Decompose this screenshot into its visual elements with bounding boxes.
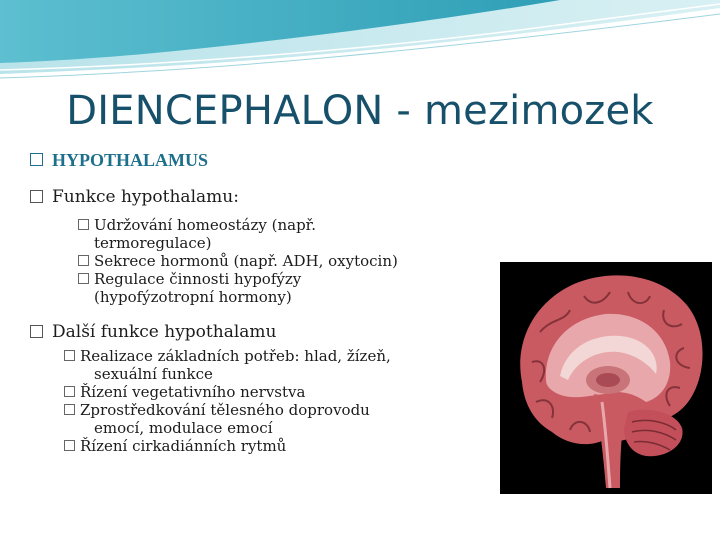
bullet-funkce-hypothalamu: [30, 187, 480, 208]
bullet-box-icon: [64, 404, 75, 415]
sub-bullet: [30, 401, 480, 437]
sub-bullet-line: (hypofýzotropní hormony): [94, 288, 292, 306]
bullet-box-icon: [64, 350, 75, 361]
bullet-box-icon: [64, 440, 75, 451]
bullet-box-icon: [78, 219, 89, 230]
header-wave-decoration: [0, 0, 720, 90]
bullet-box-icon: [78, 273, 89, 284]
bullet-box-icon: [78, 255, 89, 266]
sub-bullet-line: emocí, modulace emocí: [94, 419, 273, 437]
bullet-dalsi-funkce: [30, 322, 480, 343]
sub-bullet: [30, 437, 480, 455]
sub-bullet-line: Řízení cirkadiánních rytmů: [80, 437, 287, 455]
sub-bullet-line: Zprostředkování tělesného doprovodu: [80, 401, 370, 419]
sub-bullet-line: termoregulace): [94, 234, 212, 252]
sub-bullet: [30, 252, 480, 270]
bullet-box-icon: [30, 153, 43, 166]
brain-image: [500, 262, 712, 494]
sub-bullet: [30, 216, 480, 252]
bullet-box-icon: [64, 386, 75, 397]
sub-bullet-line: Realizace základních potřeb: hlad, žízeň,: [80, 347, 391, 365]
sub-bullet: [30, 347, 480, 383]
sub-bullet: [30, 383, 480, 401]
sub-bullet: [30, 270, 480, 306]
bullet-list: [30, 150, 480, 455]
sub-bullet-line: Řízení vegetativního nervstva: [80, 383, 306, 401]
bullet-hypothalamus: [30, 150, 480, 171]
slide-title: DIENCEPHALON - mezimozek: [66, 88, 654, 134]
bullet-text: Funkce hypothalamu:: [52, 187, 239, 207]
bullet-box-icon: [30, 325, 43, 338]
bullet-box-icon: [30, 190, 43, 203]
sub-bullet-line: Udržování homeostázy (např.: [94, 216, 316, 234]
bullet-text: Další funkce hypothalamu: [52, 322, 277, 342]
sub-bullet-line: Sekrece hormonů (např. ADH, oxytocin): [94, 252, 398, 270]
sub-bullet-line: sexuální funkce: [94, 365, 213, 383]
sub-bullet-line: Regulace činnosti hypofýzy: [94, 270, 302, 288]
bullet-text: HYPOTHALAMUS: [52, 150, 209, 170]
